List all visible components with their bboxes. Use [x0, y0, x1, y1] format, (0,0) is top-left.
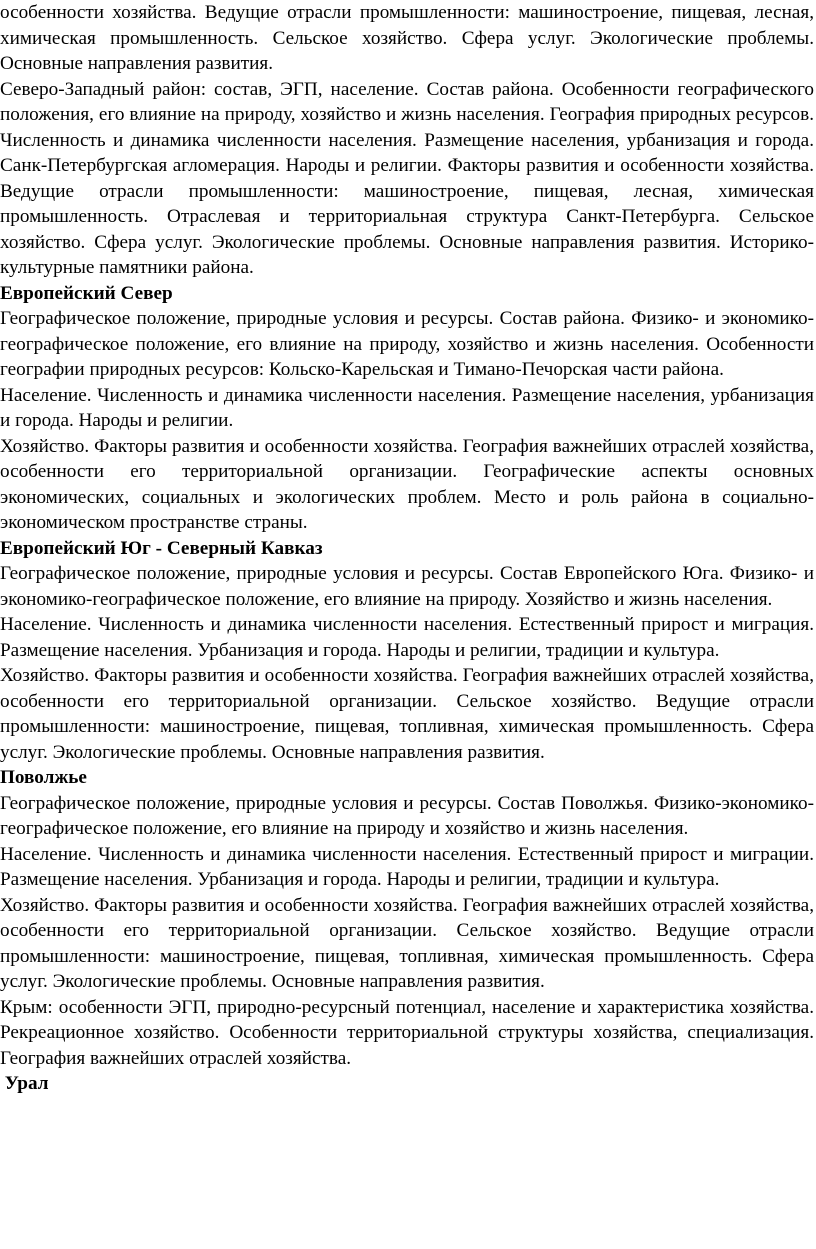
paragraph-volga-geography: Географическое положение, природные условия и ресурсы. Состав Поволжья. Физико-экономико-географическое положение, его влияние на природу и хозяйство и жизнь населения. — [0, 792, 814, 839]
paragraph-volga-economy: Хозяйство. Факторы развития и особенности хозяйства. География важнейших отраслей хозяйства, особенности его территориальной организации. Сельское хозяйство. Ведущие отрасли промышленности: машиностроение, пищевая, топливная, химическая промышленность. Сфера услуг. Экологические проблемы. Основные направления развития. — [0, 894, 814, 992]
heading-european-north: Европейский Север — [0, 282, 173, 304]
paragraph-european-south-economy: Хозяйство. Факторы развития и особенности хозяйства. География важнейших отраслей хозяйства, особенности его территориальной организации. Сельское хозяйство. Ведущие отрасли промышленности: машиностроение, пищевая, топливная, химическая промышленность. Сфера услуг. Экологические проблемы. Основные направления развития. — [0, 665, 814, 763]
paragraph-crimea: Крым: особенности ЭГП, природно-ресурсный потенциал, население и характеристика хозяйства. Рекреационное хозяйство. Особенности территориальной структуры хозяйства, специализация. География важнейших отраслей хозяйства. — [0, 996, 814, 1069]
heading-european-south: Европейский Юг - Северный Кавказ — [0, 537, 323, 559]
paragraph-northwest-intro-tail: особенности хозяйства. Ведущие отрасли промышленности: машиностроение, пищевая, лесная, химическая промышленность. Сельское хозяйство. Сфера услуг. Экологические проблемы. Основные направления развития. — [0, 2, 814, 74]
paragraph-european-north-economy: Хозяйство. Факторы развития и особенности хозяйства. География важнейших отраслей хозяйства, особенности его территориальной организации. Географические аспекты основных экономических, социальных и экологических проблем. Место и роль района в социально-экономическом пространстве страны. — [0, 435, 814, 533]
paragraph-european-north-population: Население. Численность и динамика численности населения. Размещение населения, урбанизация и города. Народы и религии. — [0, 384, 814, 431]
paragraph-volga-population: Население. Численность и динамика численности населения. Естественный прирост и миграции. Размещение населения. Урбанизация и города. Народы и религии, традиции и культура. — [0, 843, 814, 890]
paragraph-european-south-geography: Географическое положение, природные условия и ресурсы. Состав Европейского Юга. Физико- и экономико-географическое положение, его влияние на природу. Хозяйство и жизнь населения. — [0, 563, 814, 610]
paragraph-northwest-region: Северо-Западный район: состав, ЭГП, население. Состав района. Особенности географического положения, его влияние на природу, хозяйство и жизнь населения. География природных ресурсов. Численность и динамика численности населения. Размещение населения, урбанизация и города. Санк-Петербургская агломерация. Народы и религии. Факторы развития и особенности хозяйства. Ведущие отрасли промышленности: машиностроение, пищевая, лесная, химическая промышленность. Отраслевая и территориальная структура Санкт-Петербурга. Сельское хозяйство. Сфера услуг. Экологические проблемы. Основные направления развития. Историко-культурные памятники района. — [0, 78, 814, 278]
paragraph-european-south-population: Население. Численность и динамика численности населения. Естественный прирост и миграция. Размещение населения. Урбанизация и города. Народы и религии, традиции и культура. — [0, 614, 814, 661]
paragraph-european-north-geography: Географическое положение, природные условия и ресурсы. Состав района. Физико- и экономико-географическое положение, его влияние на природу, хозяйство и жизнь населения. Особенности географии природных ресурсов: Кольско-Карельская и Тимано-Печорская части района. — [0, 308, 814, 380]
heading-volga-region: Поволжье — [0, 767, 87, 788]
heading-ural: Урал — [0, 1073, 49, 1094]
